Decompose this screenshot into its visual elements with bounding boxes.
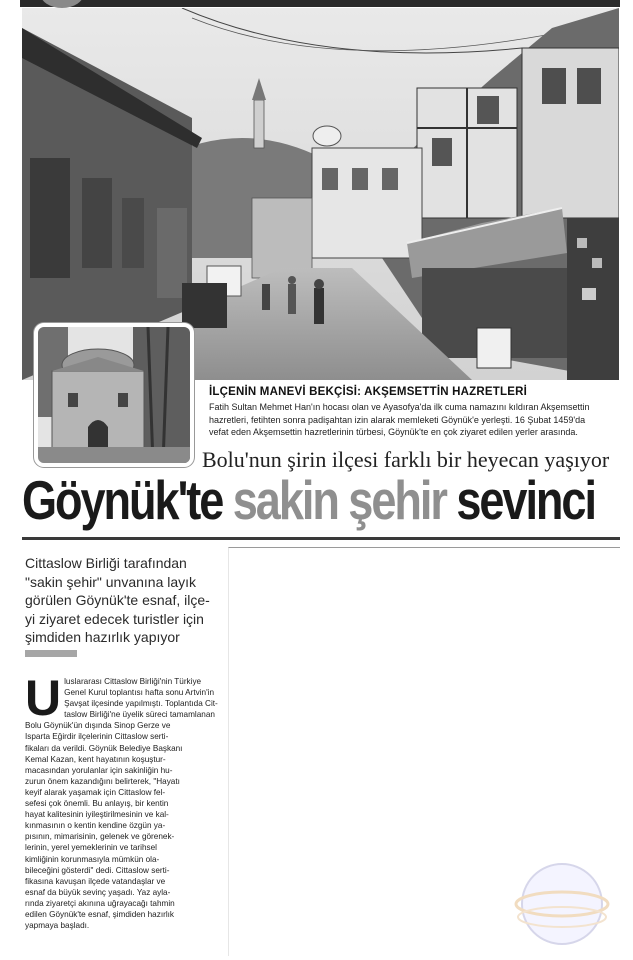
- watermark-globe-icon: [513, 857, 611, 951]
- body-line: keyif alarak yaşamak için Cittaslow fel-: [25, 787, 166, 797]
- intro-line: görülen Göynük'te esnaf, ilçe-: [25, 592, 210, 608]
- headline-part-3: sevinci: [456, 469, 595, 531]
- drop-cap: U: [25, 670, 62, 726]
- intro-line: Cittaslow Birliği tarafından: [25, 555, 187, 571]
- tomb-illustration: [38, 327, 190, 463]
- body-line: kınmasının o kentin kendine özgün ya-: [25, 821, 166, 831]
- caption-line: vefat eden Akşemsettin hazretlerinin türbesi, Göynük'te en çok ziyaret edilen yerler arasında.: [209, 427, 578, 437]
- body-line: macasından yorulanlar için sakinliğin hu-: [25, 765, 173, 775]
- intro-line: "sakin şehir" unvanına layık: [25, 573, 197, 590]
- photo-caption-heading: İLÇENİN MANEVİ BEKÇİSİ: AKŞEMSETTİN HAZRETLERİ: [209, 386, 528, 398]
- headline-rule: [22, 537, 620, 540]
- photo-caption-text: [209, 401, 609, 439]
- kicker-subheadline: Bolu'nun şirin ilçesi farklı bir heyecan yaşıyor: [202, 447, 610, 472]
- headline: [22, 468, 595, 532]
- body-line: Isparta Eğirdir ilçelerinin Cittaslow serti-: [25, 732, 169, 742]
- body-line: Kemal Kazan, kent hayatının koşuştur-: [25, 754, 166, 764]
- headline-part-1: Göynük'te: [22, 469, 223, 531]
- body-line: taslow Birliği'ne üyelik süreci tamamlanan: [64, 710, 215, 720]
- body-line: fikasına kavuşan ilçede vatandaşlar ve: [25, 876, 166, 886]
- article-body: [25, 670, 218, 931]
- body-line: sefesi çok önemli. Bu anlayış, bir kentin: [25, 799, 169, 809]
- body-line: Genel Kurul toplantısı hafta sonu Artvin'in: [64, 688, 215, 698]
- body-line: zurun önem kazandığını belirterek, "Hayatı: [25, 776, 180, 786]
- body-line: hayat kalitesinin iyileştirilmesinin ve kal-: [25, 810, 169, 820]
- header-rule: [20, 0, 620, 7]
- body-line: Şavşat ilçesinde yapılmıştı. Toplantıda Cit-: [64, 699, 218, 709]
- body-line: pısının, mimarisinin, gelenek ve görenek-: [25, 832, 175, 842]
- intro-text: [25, 554, 225, 647]
- caption-line: hazretleri, fetihten sonra padişahtan izin alarak memleketi Göynük'e yerleşti. 16 Şubat 1459'da: [209, 414, 586, 425]
- body-line: esnaf da büyük sevinç yaşadı. Yaz ayla-: [25, 887, 171, 897]
- intro-line: yi ziyaret edecek turistler için: [25, 610, 204, 627]
- body-line: fikaları da verildi. Göynük Belediye Başkanı: [25, 743, 183, 753]
- body-line: rında ziyaretçi akınına uğrayacağı tahmin: [25, 898, 175, 908]
- body-line: bileceğini gösterdi" dedi. Cittaslow serti-: [25, 865, 170, 875]
- intro-line: şimdiden hazırlık yapıyor: [25, 629, 180, 645]
- body-line: yapmaya başladı.: [25, 921, 90, 931]
- body-line: edilen Göynük'te esnaf, şimdiden hazırlık: [25, 909, 175, 919]
- caption-line: Fatih Sultan Mehmet Han'ın hocası olan ve Ayasofya'da ilk cuma namazını kıldıran Akşemsettin: [209, 402, 590, 412]
- body-line: luslararası Cittaslow Birliği'nin Türkiye: [64, 677, 202, 686]
- headline-part-2: sakin şehir: [232, 469, 446, 531]
- body-line: kimliğinin korunmasıyla mümkün ola-: [25, 854, 160, 864]
- inset-tomb-photo: [34, 323, 194, 467]
- body-line: lerinin, yerel yemeklerinin ve tarihsel: [25, 843, 157, 853]
- body-line: Bolu Göynük'ün dışında Sinop Gerze ve: [25, 721, 171, 731]
- intro-divider-bar: [25, 650, 77, 657]
